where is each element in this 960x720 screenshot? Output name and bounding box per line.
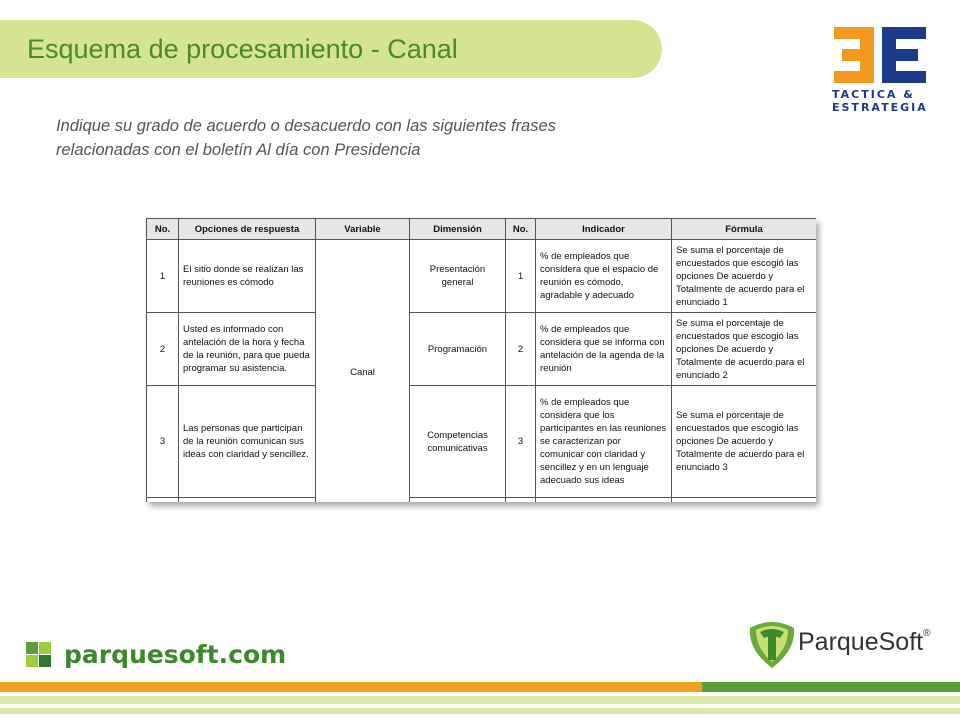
logo-text-line2: ESTRATEGIA [832, 101, 928, 114]
processing-table [146, 218, 816, 502]
header-opciones: Opciones de respuesta [179, 219, 316, 240]
indicator-cell: % de empleados que considera que el espacio de reunión es cómodo, agradable y adecuado [536, 240, 672, 313]
intro-text: Indique su grado de acuerdo o desacuerdo con las siguientes frases relacionadas con el boletín Al día con Presidencia [56, 117, 556, 159]
response-option: Las personas que participan de la reunión comunican sus ideas con claridad y sencillez. [179, 386, 316, 498]
table-row [147, 386, 817, 498]
response-option: Usted es informado con antelación de la hora y fecha de la reunión, para que pueda programar su asistencia. [179, 313, 316, 386]
processing-table-image [146, 218, 816, 502]
header-no: No. [147, 219, 179, 240]
dimension-cell: Presentación general [410, 240, 506, 313]
row-number: 3 [147, 386, 179, 498]
response-option: El sitio donde se realizan las reuniones es cómodo [179, 240, 316, 313]
header-dimension: Dimensión [410, 219, 506, 240]
table-row [147, 313, 817, 386]
indicator-cell: % de empleados que considera que los participantes en las reuniones se caracterizan por comunicar con claridad y sencillez y en un lenguaje adecuado sus ideas [536, 386, 672, 498]
parquesoft-logo-icon [746, 618, 798, 675]
parquesoft-brand: ParqueSoft® [798, 628, 931, 656]
variable-cell: Canal [316, 240, 410, 503]
footer-bar-orange [0, 682, 702, 692]
footer-bar-green [702, 682, 960, 692]
footer-bar-light [0, 696, 960, 704]
row-number: 1 [147, 240, 179, 313]
indicator-number: 2 [506, 313, 536, 386]
row-number: 2 [147, 313, 179, 386]
site-url: parquesoft.com [64, 640, 287, 669]
logo-3e-mark [832, 25, 928, 87]
table-row-cutoff [147, 498, 817, 503]
formula-cell: Se suma el porcentaje de encuestados que escogió las opciones De acuerdo y Totalmente de acuerdo para el enunciado 1 [672, 240, 817, 313]
indicator-number: 1 [506, 240, 536, 313]
indicator-cell: % de empleados que considera que se informa con antelación de la agenda de la reunión [536, 313, 672, 386]
header-no2: No. [506, 219, 536, 240]
dimension-cell: Competencias comunicativas [410, 386, 506, 498]
header-formula: Fórmula [672, 219, 817, 240]
slide-title: Esquema de procesamiento - Canal [27, 34, 458, 64]
logo-text-line1: TACTICA & [832, 88, 915, 101]
indicator-number: 3 [506, 386, 536, 498]
header-indicador: Indicador [536, 219, 672, 240]
footer-bar-light [0, 708, 960, 714]
table-header-row [147, 219, 817, 240]
table-row [147, 240, 817, 313]
formula-cell: Se suma el porcentaje de encuestados que escogió las opciones De acuerdo y Totalmente de acuerdo para el enunciado 2 [672, 313, 817, 386]
header-variable: Variable [316, 219, 410, 240]
dimension-cell: Programación [410, 313, 506, 386]
formula-cell: Se suma el porcentaje de encuestados que escogió las opciones De acuerdo y Totalmente de acuerdo para el enunciado 3 [672, 386, 817, 498]
